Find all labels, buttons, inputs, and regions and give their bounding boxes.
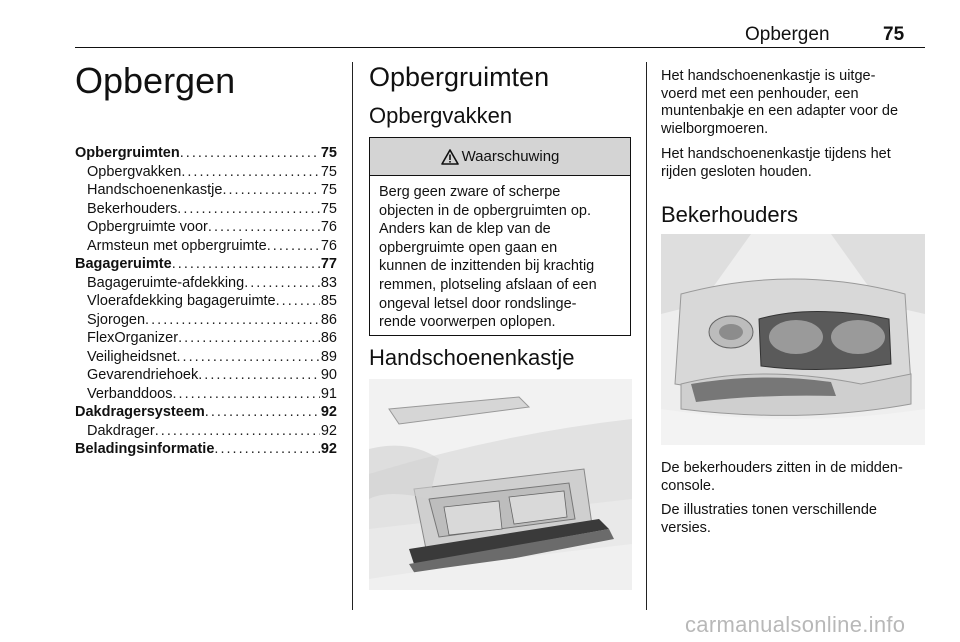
toc-leader xyxy=(205,403,320,422)
toc-entry-label: Sjorogen xyxy=(87,311,146,328)
cupholders-title: Bekerhouders xyxy=(661,202,798,227)
toc-entry-page: 86 xyxy=(320,311,337,328)
page-number: 75 xyxy=(883,24,905,45)
toc-leader xyxy=(177,200,320,219)
text-line: muntenbakje en een adapter voor de xyxy=(661,103,899,120)
toc-entry-label: Gevarendriehoek xyxy=(87,367,199,383)
subsection-title-opbergvakken: Opbergvakken xyxy=(369,103,513,128)
toc-entry[interactable] xyxy=(75,181,337,200)
toc-entry-page: 76 xyxy=(320,219,337,235)
toc-entry[interactable] xyxy=(75,440,337,459)
toc-leader xyxy=(180,144,320,163)
toc-entry-page: 83 xyxy=(320,274,337,291)
toc-leader xyxy=(208,218,320,237)
toc-entry-label: Bagageruimte xyxy=(75,256,172,272)
toc-leader xyxy=(172,385,319,404)
toc-leader xyxy=(155,422,320,441)
watermark: carmanualsonline.info xyxy=(685,612,906,637)
glovebox-illustration xyxy=(369,379,632,590)
chapter-title: Opbergen xyxy=(75,60,236,101)
toc-entry[interactable] xyxy=(75,200,337,219)
header-rule xyxy=(75,47,925,48)
toc-entry-label: Dakdrager xyxy=(87,422,155,439)
toc-entry-label: Bagageruimte-afdekking xyxy=(87,274,245,291)
toc-entry-label: Verbanddoos xyxy=(87,385,173,402)
text-line: ongeval letsel door rondslinge- xyxy=(379,295,577,312)
warning-box xyxy=(369,137,631,336)
text-line: rijden gesloten houden. xyxy=(661,163,812,180)
toc-entry-page: 90 xyxy=(320,367,337,383)
toc-leader xyxy=(177,348,320,367)
cupholder-illustration xyxy=(661,234,925,445)
toc-entry[interactable] xyxy=(75,255,337,274)
warning-header xyxy=(370,138,630,176)
toc-entry[interactable] xyxy=(75,237,337,256)
toc-leader xyxy=(178,329,320,348)
toc-entry-label: Handschoenenkastje xyxy=(87,182,223,198)
toc-leader xyxy=(244,274,320,293)
toc-entry-page: 92 xyxy=(320,404,337,420)
toc-entry-label: Opbergruimten xyxy=(75,145,180,161)
toc-leader xyxy=(172,255,320,274)
text-line: voerd met een penhouder, een xyxy=(661,85,859,102)
toc-entry-page: 75 xyxy=(320,145,337,161)
glovebox-paragraph-1 xyxy=(661,68,929,138)
toc-leader xyxy=(276,292,320,311)
text-line: rende voorwerpen oplopen. xyxy=(379,314,556,331)
toc-leader xyxy=(181,163,320,182)
warning-triangle-icon xyxy=(441,149,459,165)
text-line: Het handschoenenkastje tijdens het xyxy=(661,146,891,162)
toc-entry[interactable] xyxy=(75,218,337,237)
toc-entry-page: 92 xyxy=(320,422,337,439)
toc-entry-page: 91 xyxy=(320,385,337,402)
toc-entry-label: Veiligheidsnet xyxy=(87,348,177,365)
toc-entry[interactable] xyxy=(75,163,337,182)
toc-entry-page: 77 xyxy=(320,256,337,272)
toc-entry-page: 76 xyxy=(320,237,337,254)
toc-leader xyxy=(222,181,319,200)
text-line: De bekerhouders zitten in de midden- xyxy=(661,460,903,476)
warning-body xyxy=(370,176,630,339)
text-line: De illustraties tonen verschillende xyxy=(661,502,877,518)
toc-leader xyxy=(214,440,319,459)
toc-entry[interactable] xyxy=(75,422,337,441)
toc-entry-page: 75 xyxy=(320,163,337,180)
column-divider-left xyxy=(352,62,353,610)
toc-leader xyxy=(145,311,320,330)
subsection-title-handschoenenkastje: Handschoenenkastje xyxy=(369,345,575,370)
toc-entry[interactable] xyxy=(75,274,337,293)
toc-entry-page: 92 xyxy=(320,441,337,457)
toc-entry-label: Opbergvakken xyxy=(87,163,182,180)
text-line: kunnen de inzittenden bij krachtig xyxy=(379,258,595,275)
column-divider-right xyxy=(646,62,647,610)
toc-entry-page: 85 xyxy=(320,293,337,309)
text-line: remmen, plotseling afslaan of een xyxy=(379,276,597,293)
toc-leader xyxy=(198,366,320,385)
cupholders-paragraph-1 xyxy=(661,460,929,495)
warning-title: Waarschuwing xyxy=(461,148,560,165)
toc-entry[interactable] xyxy=(75,329,337,348)
toc-entry-label: Bekerhouders xyxy=(87,200,178,217)
text-line: Berg geen zware of scherpe xyxy=(379,184,561,200)
toc-entry-page: 86 xyxy=(320,330,337,346)
toc-entry[interactable] xyxy=(75,348,337,367)
section-title: Opbergruimten xyxy=(369,62,550,92)
toc-entry-label: Vloerafdekking bagageruimte xyxy=(87,293,276,309)
toc-entry-label: Dakdragersysteem xyxy=(75,404,205,420)
text-line: console. xyxy=(661,477,716,494)
toc-entry[interactable] xyxy=(75,403,337,422)
text-line: opbergruimte open gaan en xyxy=(379,239,558,256)
toc-entry-label: Beladingsinformatie xyxy=(75,441,215,457)
toc-entry[interactable] xyxy=(75,292,337,311)
toc-entry-page: 89 xyxy=(320,348,337,365)
text-line: wielborgmoeren. xyxy=(661,120,769,137)
text-line: Anders kan de klep van de xyxy=(379,221,551,238)
toc-leader xyxy=(267,237,320,256)
running-title: Opbergen xyxy=(745,24,830,45)
toc-entry[interactable] xyxy=(75,311,337,330)
text-line: versies. xyxy=(661,519,711,536)
glovebox-paragraph-2 xyxy=(661,146,929,181)
toc-entry-page: 75 xyxy=(320,182,337,198)
toc-entry[interactable] xyxy=(75,366,337,385)
text-line: Het handschoenenkastje is uitge- xyxy=(661,68,876,84)
table-of-contents xyxy=(75,144,337,459)
toc-entry-label: Opbergruimte voor xyxy=(87,219,208,235)
toc-entry-page: 75 xyxy=(320,200,337,217)
toc-entry-label: FlexOrganizer xyxy=(87,330,179,346)
cupholders-paragraph-2 xyxy=(661,502,929,537)
toc-entry[interactable] xyxy=(75,144,337,163)
toc-entry[interactable] xyxy=(75,385,337,404)
text-line: objecten in de opbergruimten op. xyxy=(379,202,592,219)
toc-entry-label: Armsteun met opbergruimte xyxy=(87,237,267,254)
